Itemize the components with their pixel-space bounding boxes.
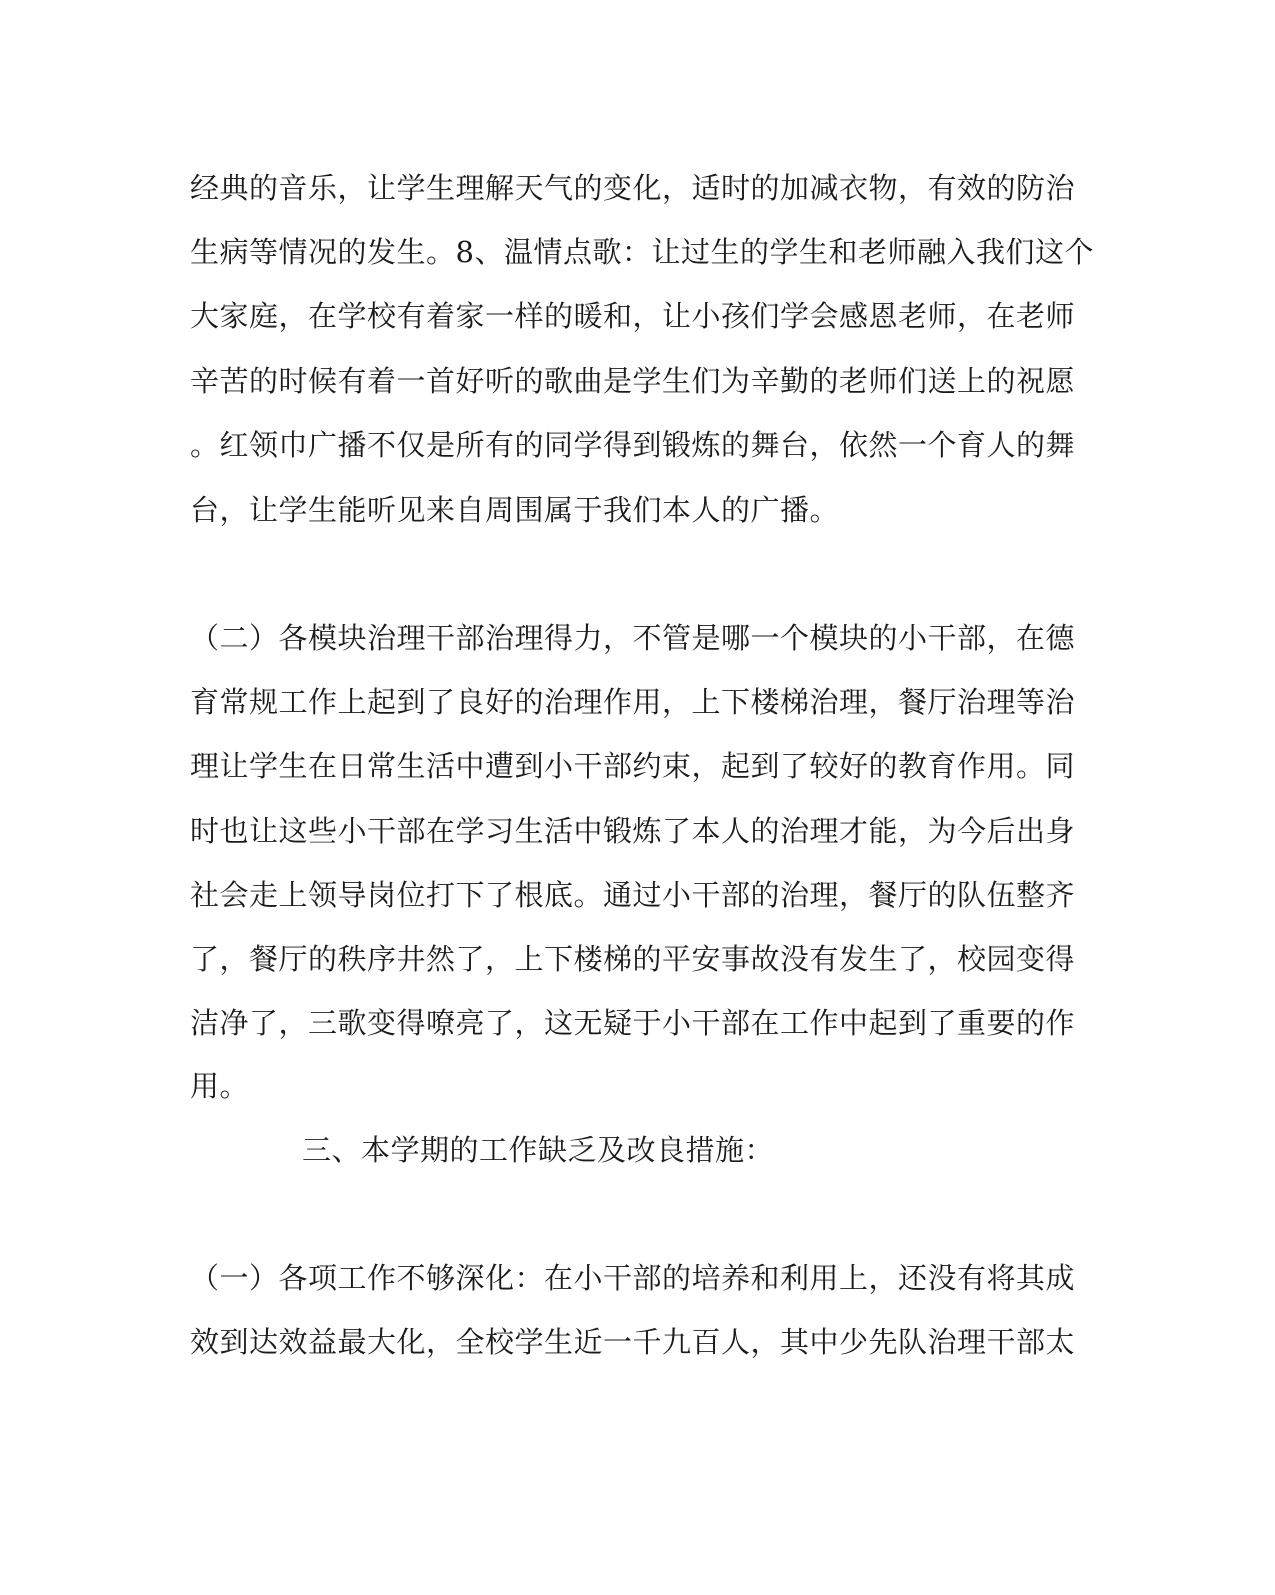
text-line: （二）各模块治理干部治理得力，不管是哪一个模块的小干部，在德 <box>190 621 1076 655</box>
text-line: 理让学生在日常生活中遭到小干部约束，起到了较好的教育作用。同 <box>190 749 1076 783</box>
text-line: 生病等情况的发生。8、温情点歌：让过生的学生和老师融入我们这个 <box>190 235 1094 269</box>
text-line: 时也让这些小干部在学习生活中锻炼了本人的治理才能，为今后出身 <box>190 814 1076 848</box>
text-line: 效到达效益最大化，全校学生近一千九百人，其中少先队治理干部太 <box>190 1325 1076 1359</box>
text-line: 了，餐厅的秩序井然了，上下楼梯的平安事故没有发生了，校园变得 <box>190 942 1076 976</box>
text-line: 经典的音乐，让学生理解天气的变化，适时的加减衣物，有效的防治 <box>190 171 1076 205</box>
text-line: 台，让学生能听见来自周围属于我们本人的广播。 <box>190 493 840 527</box>
text-line: 。红领巾广播不仅是所有的同学得到锻炼的舞台，依然一个育人的舞 <box>190 428 1076 462</box>
text-line: 用。 <box>190 1069 250 1103</box>
text-line: （一）各项工作不够深化：在小干部的培养和利用上，还没有将其成 <box>190 1261 1076 1295</box>
text-line: 育常规工作上起到了良好的治理作用，上下楼梯治理，餐厅治理等治 <box>190 685 1076 719</box>
text-line: 社会走上领导岗位打下了根底。通过小干部的治理，餐厅的队伍整齐 <box>190 878 1076 912</box>
section-heading: 三、本学期的工作缺乏及改良措施： <box>302 1133 775 1167</box>
text-line: 大家庭，在学校有着家一样的暖和，让小孩们学会感恩老师，在老师 <box>190 299 1076 333</box>
text-line: 辛苦的时候有着一首好听的歌曲是学生们为辛勤的老师们送上的祝愿 <box>190 364 1076 398</box>
text-line: 洁净了，三歌变得嘹亮了，这无疑于小干部在工作中起到了重要的作 <box>190 1006 1076 1040</box>
